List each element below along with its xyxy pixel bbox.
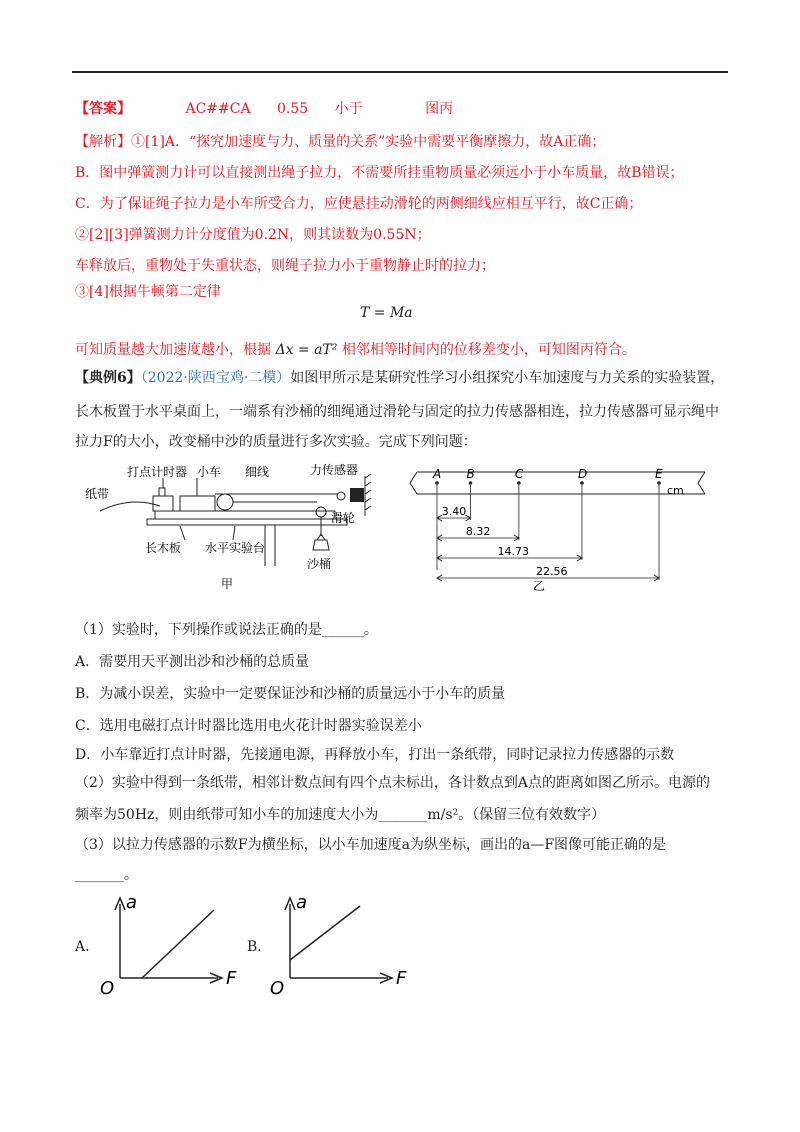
graph-b-y-label: a (296, 892, 308, 913)
analysis-line-2: B．图中弹簧测力计可以直接测出绳子拉力，不需要所挂重物质量必须远小于小车质量，故B错误； (75, 165, 684, 181)
analysis-line-4: ②[2][3]弹簧测力计分度值为0.2N，则其读数为0.55N； (75, 227, 431, 243)
option-c: C．选用电磁打点计时器比选用电火花计时器实验误差小 (75, 718, 422, 734)
pulley-on-cart (217, 494, 233, 510)
tape-dim-label-1: 3.40 (441, 505, 467, 518)
newton-formula: T = Ma (360, 305, 413, 321)
graph-a-line (142, 910, 214, 978)
answer-label: 【答案】 (75, 101, 131, 117)
analysis-line-5: 车释放后，重物处于失重状态，则绳子拉力小于重物静止时的拉力； (75, 258, 495, 274)
apparatus-figure (85, 456, 395, 596)
analysis-line-1: 【解析】①[1]A．“探究加速度与力、质量的关系”实验中需要平衡摩擦力，故A正确； (75, 134, 606, 150)
graph-b-x-label: F (396, 968, 407, 989)
sensor-block (350, 488, 364, 502)
example-line-1 (75, 368, 724, 388)
tape-point-label-A: A (433, 467, 442, 481)
tape-dim-label-4: 22.56 (536, 565, 568, 578)
analysis-line-3: C．为了保证绳子拉力是小车所受合力，应使悬挂动滑轮的两侧细线应相互平行，故C正确； (75, 196, 643, 212)
question-3-line-2: _______。 (75, 867, 138, 883)
header-rule (72, 71, 728, 73)
question-2-line-2: 频率为50Hz，则由纸带可知小车的加速度大小为_______m/s²。（保留三位有效数字） (75, 807, 606, 823)
tape-point-label-C: C (514, 467, 524, 481)
label-sensor: 力传感器 (310, 463, 359, 477)
tape-figure (405, 462, 715, 594)
wall-hatch (365, 474, 371, 510)
option-d: D．小车靠近打点计时器，先接通电源，再释放小车，打出一条纸带，同时记录拉力传感器的示数 (75, 747, 675, 763)
graph-a-label: A． (75, 939, 100, 955)
leader-table (233, 526, 235, 540)
tape-dot-E (657, 481, 661, 485)
cart-body (180, 496, 215, 511)
tape-unit: cm (667, 484, 684, 497)
graph-b-line (290, 906, 360, 960)
tape-curve (100, 502, 160, 511)
tape-dim-label-2: 8.32 (465, 525, 491, 538)
answer-value-4: 图丙 (425, 101, 454, 117)
label-table: 水平实验台 (205, 541, 266, 555)
label-bucket: 沙桶 (307, 557, 332, 571)
table-top (147, 519, 347, 525)
table-pulley (316, 507, 326, 517)
label-board: 长木板 (145, 541, 182, 555)
graph-b (268, 890, 418, 1000)
tape-left-end (410, 472, 417, 494)
label-string: 细线 (245, 465, 270, 479)
graph-b-label: B． (247, 939, 272, 955)
tape-dot-C (517, 481, 521, 485)
graph-a (98, 890, 248, 1000)
example-source[interactable]: （2022·陕西宝鸡·二模） (140, 370, 291, 386)
bucket-handle (317, 534, 325, 540)
example-line-3: 拉力F的大小，改变桶中沙的质量进行多次实验。完成下列问题： (75, 434, 477, 450)
example-text-1: 如图甲所示是某研究性学习小组探究小车加速度与力关系的实验装置， (290, 370, 725, 386)
tape-point-label-D: D (577, 467, 588, 481)
label-timer: 打点计时器 (127, 465, 188, 479)
example-label: 【典例6】 (75, 370, 141, 386)
label-pulley: 滑轮 (331, 511, 356, 525)
analysis-line-7 (75, 340, 636, 360)
timer-top (159, 488, 165, 496)
tape-dot-D (580, 481, 584, 485)
option-b: B．为减小误差，实验中一定要保证沙和沙桶的质量远小于小车的质量 (75, 686, 506, 702)
analysis-line-6: ③[4]根据牛顿第二定律 (75, 284, 221, 300)
tape-dot-A (435, 481, 439, 485)
sensor-ring (337, 492, 345, 500)
question-2-line-1: （2）实验中得到一条纸带，相邻计数点间有四个点未标出，各计数点到A点的距离如图乙所示。电源的 (75, 775, 711, 791)
graph-a-y-label: a (126, 892, 138, 913)
tape-point-label-B: B (466, 467, 475, 481)
caption-yi: 乙 (533, 579, 546, 593)
label-cart: 小车 (197, 465, 222, 479)
option-a: A．需要用天平测出沙和沙桶的总质量 (75, 654, 310, 670)
sand-bucket (313, 540, 329, 550)
caption-jia: 甲 (221, 577, 234, 591)
graph-b-origin: O (270, 978, 285, 999)
answer-line (75, 99, 453, 119)
analysis-line-7a: 可知质量越大加速度越小，根据 (75, 342, 271, 358)
analysis-line-7b: 相邻相等时间内的位移差变小，可知图丙符合。 (341, 342, 636, 358)
question-3-line-1: （3）以拉力传感器的示数F为横坐标，以小车加速度a为纵坐标，画出的a—F图像可能正确的是 (75, 837, 667, 853)
answer-value-1: AC##CA (185, 101, 251, 117)
label-tape: 纸带 (85, 487, 110, 501)
graph-a-x-label: F (226, 968, 237, 989)
leader-board (180, 526, 185, 540)
tape-point-label-E: E (655, 467, 663, 481)
tape-points (432, 467, 663, 580)
question-1: （1）实验时，下列操作或说法正确的是______。 (75, 622, 378, 638)
displacement-formula: Δx = aT² (275, 342, 338, 358)
tape-right-end (698, 472, 705, 494)
answer-value-3: 小于 (334, 101, 363, 117)
graph-a-origin: O (100, 978, 115, 999)
example-line-2: 长木板置于水平桌面上，一端系有沙桶的细绳通过滑轮与固定的拉力传感器相连，拉力传感器可显示绳中 (75, 404, 719, 420)
long-board (155, 511, 335, 519)
tape-dim-label-3: 14.73 (497, 545, 529, 558)
answer-value-2: 0.55 (277, 101, 309, 117)
tape-dot-B (469, 481, 473, 485)
timer-body (153, 496, 173, 511)
